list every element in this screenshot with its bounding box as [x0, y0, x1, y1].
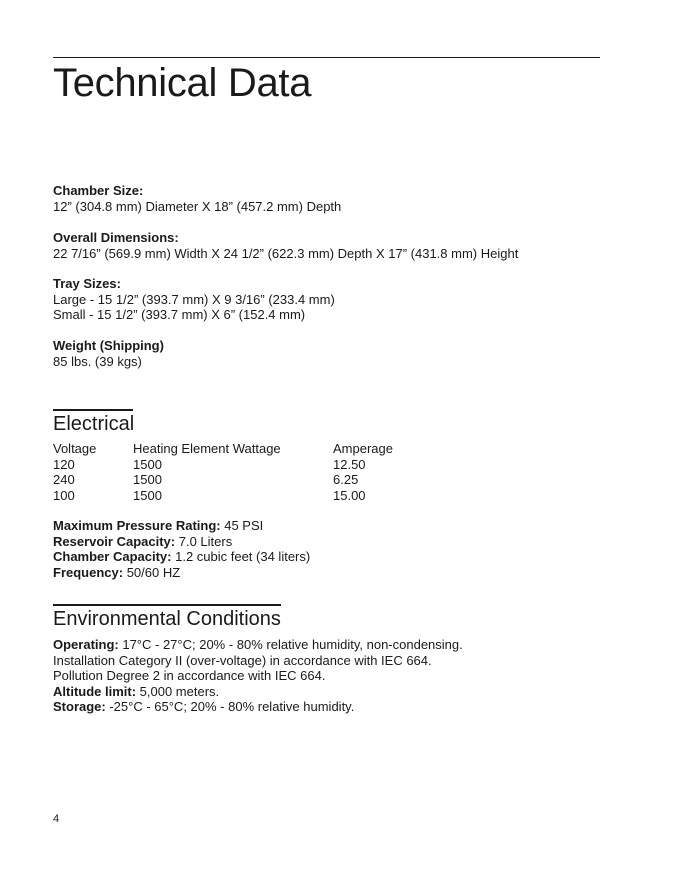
- table-cell: 100: [53, 487, 75, 503]
- rating-label: Chamber Capacity:: [53, 549, 172, 564]
- env-pollution: Pollution Degree 2 in accordance with IEC 664.: [53, 668, 326, 683]
- rating-line: [53, 534, 310, 550]
- rating-line: [53, 565, 310, 581]
- spec-weight: [53, 338, 164, 369]
- environmental-rule: [53, 604, 281, 606]
- spec-tray-sizes: [53, 276, 335, 323]
- table-row: [53, 488, 413, 504]
- electrical-ratings: [53, 518, 310, 580]
- env-storage: [53, 699, 463, 715]
- spec-label: Weight (Shipping): [53, 338, 164, 353]
- spec-value: Small - 15 1/2” (393.7 mm) X 6” (152.4 mm): [53, 307, 306, 322]
- rating-value: 1.2 cubic feet (34 liters): [171, 549, 311, 564]
- spec-value: 85 lbs. (39 kgs): [53, 353, 142, 369]
- env-altitude: [53, 684, 463, 700]
- env-value: 17°C - 27°C; 20% - 80% relative humidity, non-condensing.: [118, 637, 463, 652]
- env-value: -25°C - 65°C; 20% - 80% relative humidity.: [105, 699, 355, 714]
- environmental-details: [53, 637, 463, 715]
- environmental-heading: Environmental Conditions: [53, 608, 281, 630]
- table-cell: 15.00: [333, 487, 366, 503]
- table-cell: 6.25: [333, 472, 359, 487]
- spec-label: Tray Sizes:: [53, 276, 121, 291]
- rating-value: 45 PSI: [220, 518, 264, 533]
- rating-label: Reservoir Capacity:: [53, 533, 176, 549]
- spec-value: Large - 15 1/2” (393.7 mm) X 9 3/16” (233.4 mm): [53, 291, 335, 307]
- spec-label: Overall Dimensions:: [53, 230, 179, 245]
- spec-value: 22 7/16” (569.9 mm) Width X 24 1/2” (622.3 mm) Depth X 17” (431.8 mm) Height: [53, 245, 519, 261]
- electrical-rule: [53, 409, 133, 411]
- spec-overall-dimensions: [53, 230, 518, 261]
- page-title: Technical Data: [53, 61, 312, 105]
- table-cell: 1500: [133, 456, 162, 472]
- rating-line: [53, 518, 310, 534]
- table-cell: 240: [53, 472, 75, 487]
- table-cell: 1500: [133, 487, 162, 503]
- rating-value: 7.0 Liters: [175, 533, 233, 549]
- table-row: [53, 472, 413, 488]
- env-installation: Installation Category II (over-voltage) in accordance with IEC 664.: [53, 652, 432, 668]
- table-row: [53, 457, 413, 473]
- page-number: 4: [53, 813, 60, 825]
- spec-chamber-size: [53, 183, 341, 214]
- table-cell: 1500: [133, 472, 162, 487]
- rating-label: Maximum Pressure Rating:: [53, 518, 221, 533]
- top-rule: [53, 57, 600, 58]
- env-operating: [53, 637, 463, 653]
- rating-line: [53, 549, 310, 565]
- rating-label: Frequency:: [53, 564, 124, 580]
- column-header: Voltage: [53, 441, 97, 456]
- spec-label: Chamber Size:: [53, 183, 144, 198]
- rating-value: 50/60 HZ: [123, 564, 181, 580]
- electrical-table: [53, 441, 413, 503]
- column-header: Heating Element Wattage: [133, 441, 281, 456]
- table-header-row: [53, 441, 413, 457]
- env-label: Storage:: [53, 699, 106, 714]
- column-header: Amperage: [333, 441, 393, 456]
- spec-value: 12” (304.8 mm) Diameter X 18” (457.2 mm) Depth: [53, 198, 342, 214]
- table-cell: 12.50: [333, 456, 366, 472]
- env-label: Operating:: [53, 637, 119, 652]
- env-label: Altitude limit:: [53, 683, 137, 699]
- table-cell: 120: [53, 456, 75, 472]
- electrical-heading: Electrical: [53, 413, 135, 435]
- env-value: 5,000 meters.: [136, 683, 220, 699]
